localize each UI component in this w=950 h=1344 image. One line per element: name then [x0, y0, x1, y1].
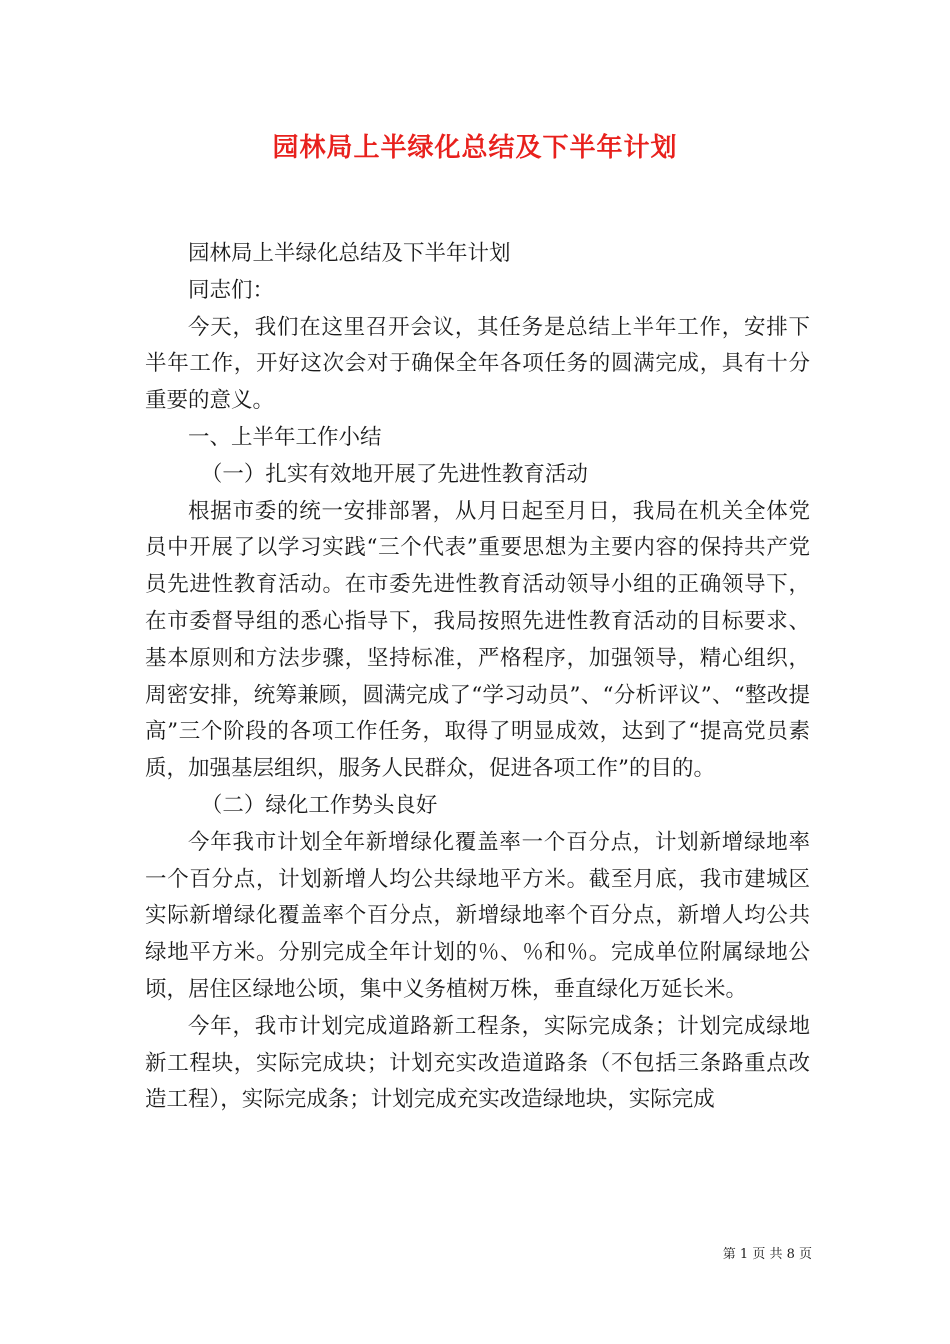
paragraph-intro: 今天，我们在这里召开会议，其任务是总结上半年工作，安排下半年工作，开好这次会对于确保全年各项任务的圆满完成，具有十分重要的意义。 — [145, 314, 810, 414]
paragraph-greening: 今年我市计划全年新增绿化覆盖率一个百分点，计划新增绿地率一个百分点，计划新增人均公共绿地平方米。截至月底，我市建城区实际新增绿化覆盖率个百分点，新增绿地率个百分点，新增人均公共绿地平方米。分别完成全年计划的％、％和％。完成单位附属绿地公顷，居住区绿地公顷，集中义务植树万株，垂直绿化万延长米。 — [145, 829, 810, 1002]
document-body — [145, 236, 810, 1119]
paragraph-education: 根据市委的统一安排部署，从月日起至月日，我局在机关全体党员中开展了以学习实践“三个代表”重要思想为主要内容的保持共产党员先进性教育活动。在市委先进性教育活动领导小组的正确领导下，在市委督导组的悉心指导下，我局按照先进性教育活动的目标要求、基本原则和方法步骤，坚持标准，严格程序，加强领导，精心组织，周密安排，统筹兼顾，圆满完成了“学习动员”、“分析评议”、“整改提高”三个阶段的各项工作任务，取得了明显成效，达到了“提高党员素质，加强基层组织，服务人民群众，促进各项工作”的目的。 — [145, 498, 810, 782]
section-heading-1: 一、上半年工作小结 — [188, 424, 382, 450]
paragraph-heading: 园林局上半绿化总结及下半年计划 — [188, 241, 511, 266]
subsection-heading-2: （二）绿化工作势头良好 — [200, 792, 438, 818]
paragraph-projects: 今年，我市计划完成道路新工程条，实际完成条；计划完成绿地新工程块，实际完成块；计划充实改造道路条（不包括三条路重点改造工程），实际完成条；计划完成充实改造绿地块，实际完成 — [145, 1013, 810, 1113]
subsection-heading-1: （一）扎实有效地开展了先进性教育活动 — [200, 461, 588, 487]
page-number: 第 1 页 共 8 页 — [722, 1247, 812, 1262]
document-title: 园林局上半绿化总结及下半年计划 — [272, 133, 678, 163]
paragraph-salutation: 同志们： — [188, 277, 275, 303]
